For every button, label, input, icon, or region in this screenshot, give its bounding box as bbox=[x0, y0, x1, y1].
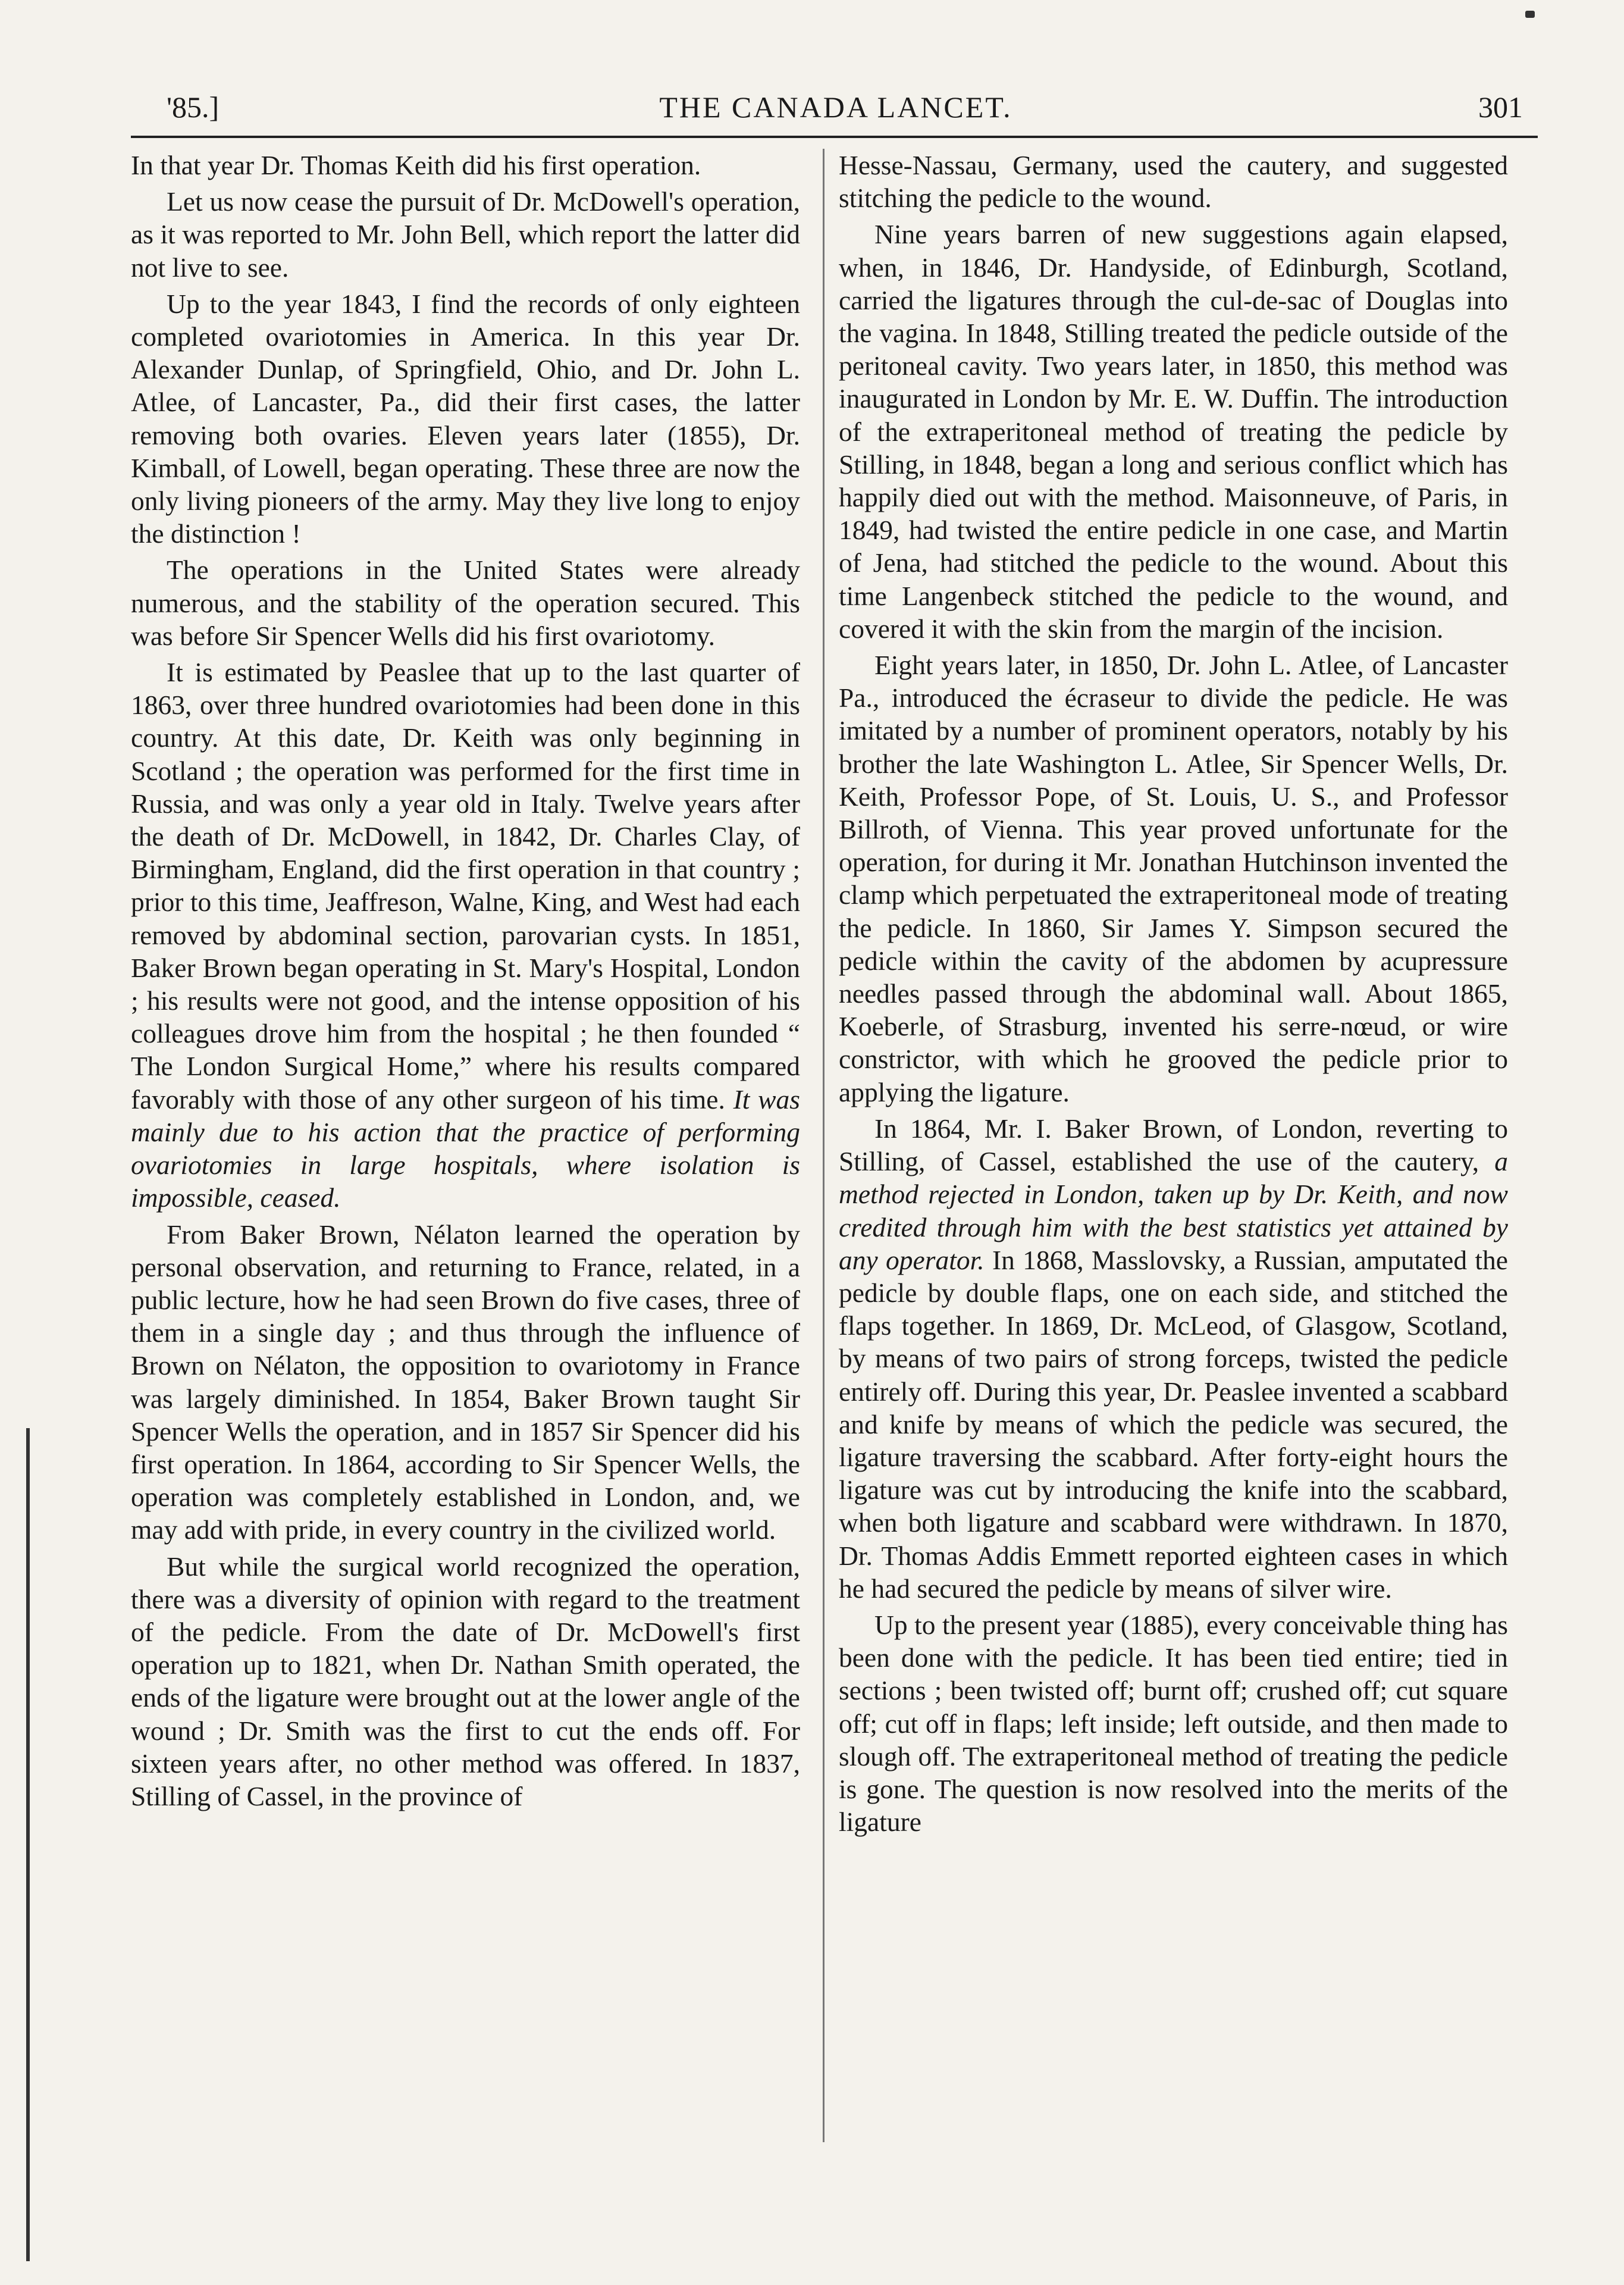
ink-speck bbox=[1525, 11, 1535, 18]
left-column bbox=[131, 149, 800, 2154]
right-column bbox=[839, 149, 1508, 2154]
page-number: 301 bbox=[1478, 90, 1523, 124]
paragraph bbox=[131, 656, 800, 1214]
header-rule bbox=[131, 136, 1538, 138]
column-divider bbox=[823, 149, 824, 2142]
italic-passage: a method rejected in London, taken up by Dr. Keith, and now credited through him with the best statistics yet attained by any operator. bbox=[839, 1146, 1508, 1275]
paragraph: But while the surgical world recognized the operation, there was a diversity of opinion with regard to the treatment of the pedicle. From the date of Dr. McDowell's first operation up to 1821, when Dr. Nathan Smith operated, the ends of the ligature were brought out at the lower angle of the wound ; Dr. Smith was the first to cut the ends off. For sixteen years after, no other method was offered. In 1837, Stilling of Cassel, in the province of bbox=[131, 1551, 800, 1811]
paragraph: In that year Dr. Thomas Keith did his first operation. bbox=[131, 150, 701, 180]
paragraph-text: In 1868, Masslovsky, a Russian, amputated the pedicle by double flaps, one on each side, and stitched the flaps together. In 1869, Dr. McLeod, of Glasgow, Scotland, by means of two pairs of strong forceps, twisted the pedicle entirely off. During this year, Dr. Peaslee invented a scabbard and knife by means of which the pedicle was secured, the ligature traversing the scabbard. After forty-eight hours the ligature was cut by introducing the knife into the scabbard, when both ligature and scabbard were withdrawn. In 1870, Dr. Thomas Addis Emmett reported eighteen cases in which he had secured the pedicle by means of silver wire. bbox=[839, 1244, 1508, 1604]
paragraph: Nine years barren of new suggestions again elapsed, when, in 1846, Dr. Handyside, of Edinburgh, Scotland, carried the ligatures through the cul-de-sac of Douglas into the vagina. In 1848, Stilling treated the pedicle outside of the peritoneal cavity. Two years later, in 1850, this method was inaugurated in London by Mr. E. W. Duffin. The introduction of the extraperitoneal method of treating the pedicle by Stilling, in 1848, began a long and serious conflict which has happily died out with the method. Maisonneuve, of Paris, in 1849, had twisted the entire pedicle in one case, and Martin of Jena, had stitched the pedicle to the wound. About this time Langenbeck stitched the pedicle to the wound, and covered it with the skin from the margin of the incision. bbox=[839, 219, 1508, 644]
paragraph: Let us now cease the pursuit of Dr. McDowell's operation, as it was reported to Mr. John Bell, which report the latter did not live to see. bbox=[131, 186, 800, 283]
running-header bbox=[131, 83, 1541, 131]
paragraph: Up to the year 1843, I find the records of only eighteen completed ovariotomies in America. In this year Dr. Alexander Dunlap, of Springfield, Ohio, and Dr. John L. Atlee, of Lancaster, Pa., did their first cases, the latter removing both ovaries. Eleven years later (1855), Dr. Kimball, of Lowell, began operating. These three are now the only living pioneers of the army. May they live long to enjoy the distinction ! bbox=[131, 288, 800, 549]
binding-edge bbox=[26, 1428, 30, 2261]
paragraph: The operations in the United States were already numerous, and the stability of the operation secured. This was before Sir Spencer Wells did his first ovariotomy. bbox=[131, 555, 800, 651]
paragraph-text: It is estimated by Peaslee that up to the last quarter of 1863, over three hundred ovariotomies had been done in this country. At this date, Dr. Keith was only beginning in Scotland ; the operation was performed for the first time in Russia, and was only a year old in Italy. Twelve years after the death of Dr. McDowell, in 1842, Dr. Charles Clay, of Birmingham, England, did the first operation in that country ; prior to this time, Jeaffreson, Walne, King, and West had each removed by abdominal section, parovarian cysts. In 1851, Baker Brown began operating in St. Mary's Hospital, London ; his results were not good, and the intense opposition of his colleagues drove him from the hospital ; he then founded “ The London Surgical Home,” where his results compared favorably with those of any other surgeon of his time. bbox=[131, 657, 800, 1115]
paragraph: From Baker Brown, Nélaton learned the operation by personal observation, and returning to France, related, in a public lecture, how he had seen Brown do five cases, three of them in a single day ; and thus through the influence of Brown on Nélaton, the opposition to ovariotomy in France was largely diminished. In 1854, Baker Brown taught Sir Spencer Wells the operation, and in 1857 Sir Spencer did his first operation. In 1864, according to Sir Spencer Wells, the operation was completely established in London, and, we may add with pride, in every country in the civilized world. bbox=[131, 1219, 800, 1545]
paragraph: Up to the present year (1885), every conceivable thing has been done with the pedicle. It has been tied entire; tied in sections ; been twisted off; burnt off; crushed off; cut square off; cut off in flaps; left inside; left outside, and then made to slough off. The extraperitoneal method of treating the pedicle is gone. The question is now resolved into the merits of the ligature bbox=[839, 1609, 1508, 1838]
paragraph bbox=[839, 1112, 1508, 1605]
paragraph: Eight years later, in 1850, Dr. John L. Atlee, of Lancaster Pa., introduced the écraseur to divide the pedicle. He was imitated by a number of prominent operators, notably by his brother the late Washington L. Atlee, Sir Spencer Wells, Dr. Keith, Professor Pope, of St. Louis, U. S., and Professor Billroth, of Vienna. This year proved unfortunate for the operation, for during it Mr. Jonathan Hutchinson invented the clamp which perpetuated the extraperitoneal mode of treating the pedicle. In 1860, Sir James Y. Simpson secured the pedicle within the cavity of the abdomen by acupressure needles passed through the abdominal wall. About 1865, Koeberle, of Strasburg, invented his serre-nœud, or wire constrictor, with which he grooved the pedicle prior to applying the ligature. bbox=[839, 650, 1508, 1107]
paragraph-text: In 1864, Mr. I. Baker Brown, of London, reverting to Stilling, of Cassel, established the use of the cautery, bbox=[839, 1113, 1508, 1177]
italic-passage: It was mainly due to his action that the practice of performing ovariotomies in large hospitals, where isolation is impossible, ceased. bbox=[131, 1084, 800, 1213]
paragraph: Hesse-Nassau, Germany, used the cautery, and suggested stitching the pedicle to the wound. bbox=[839, 150, 1508, 214]
journal-title: THE CANADA LANCET. bbox=[659, 90, 1012, 124]
header-year: '85.] bbox=[167, 90, 220, 124]
